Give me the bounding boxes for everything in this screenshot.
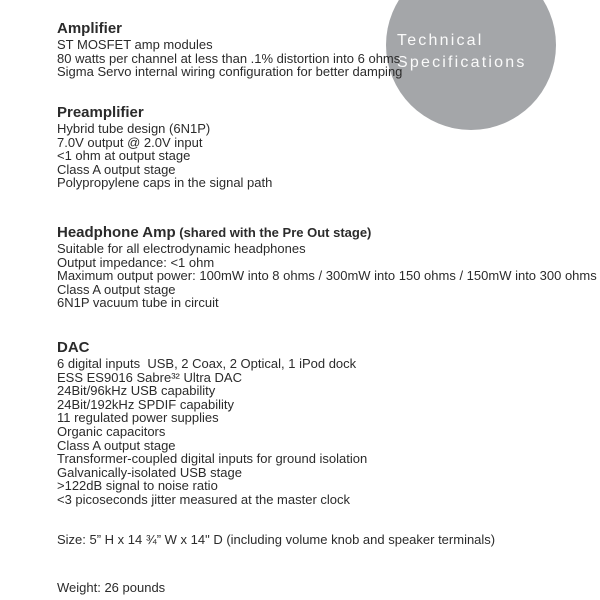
badge-label xyxy=(397,30,527,74)
spec-line: Class A output stage xyxy=(57,281,176,297)
spec-line: ESS ES9016 Sabre³² Ultra DAC xyxy=(57,369,242,385)
section-title-preamplifier: Preamplifier xyxy=(57,104,144,121)
section-dac xyxy=(57,339,367,507)
spec-line: <3 picoseconds jitter measured at the master clock xyxy=(57,491,351,507)
technical-specifications-badge xyxy=(386,0,556,130)
section-title-suffix: (shared with the Pre Out stage) xyxy=(175,225,372,240)
spec-line: ST MOSFET amp modules xyxy=(57,37,213,52)
spec-line: Output impedance: <1 ohm xyxy=(57,254,215,270)
badge-line1: Technical xyxy=(397,32,484,49)
spec-line: Class A output stage xyxy=(57,437,176,453)
spec-line: Organic capacitors xyxy=(57,423,166,439)
spec-line: Galvanically-isolated USB stage xyxy=(57,464,242,480)
spec-line: 6N1P vacuum tube in circuit xyxy=(57,295,219,311)
spec-line: Class A output stage xyxy=(57,161,176,177)
section-amplifier xyxy=(57,20,402,79)
badge-line2: Specifications xyxy=(397,54,527,71)
spec-line: 24Bit/192kHz SPDIF capability xyxy=(57,396,235,412)
section-title-amplifier: Amplifier xyxy=(57,20,123,37)
spec-line: 11 regulated power supplies xyxy=(57,410,219,426)
section-title-main: Headphone Amp xyxy=(57,224,176,241)
spec-line: <1 ohm at output stage xyxy=(57,148,191,164)
spec-line: 80 watts per channel at less than .1% distortion into 6 ohms xyxy=(57,50,401,66)
spec-line: 24Bit/96kHz USB capability xyxy=(57,383,216,399)
spec-line: 6 digital inputs USB, 2 Coax, 2 Optical, 1 iPod dock xyxy=(57,356,357,371)
spec-line: 7.0V output @ 2.0V input xyxy=(57,134,203,150)
size-line: Size: 5” H x 14 ¾” W x 14" D (including volume knob and speaker terminals) xyxy=(57,532,496,547)
spec-line: Polypropylene caps in the signal path xyxy=(57,175,273,191)
section-preamplifier xyxy=(57,104,272,190)
section-headphone-amp xyxy=(57,224,600,310)
section-title-headphone-amp xyxy=(57,224,600,242)
spec-line: Transformer-coupled digital inputs for ground isolation xyxy=(57,451,368,467)
spec-line: Suitable for all electrodynamic headphones xyxy=(57,241,306,256)
spec-line: Maximum output power: 100mW into 8 ohms / 300mW into 150 ohms / 150mW into 300 ohms xyxy=(57,268,597,284)
spec-line: Sigma Servo internal wiring configuration for better damping xyxy=(57,64,403,80)
spec-line: Hybrid tube design (6N1P) xyxy=(57,121,211,136)
spec-line: >122dB signal to noise ratio xyxy=(57,478,218,494)
weight-line: Weight: 26 pounds xyxy=(57,580,166,595)
section-title-dac: DAC xyxy=(57,339,90,356)
